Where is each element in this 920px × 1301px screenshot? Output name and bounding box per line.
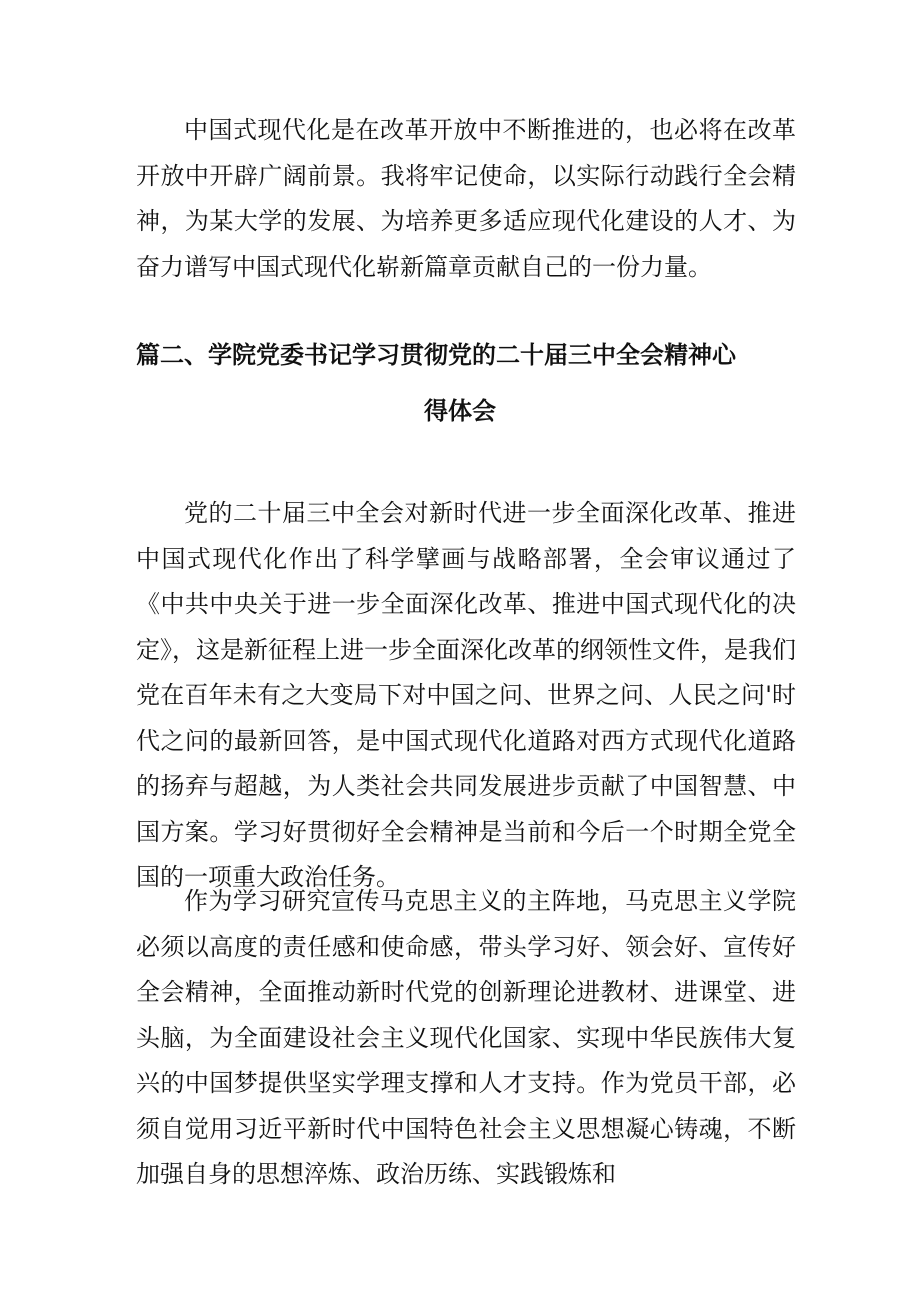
body-paragraph: 中国式现代化是在改革开放中不断推进的，也必将在改革开放中开辟广阔前景。我将牢记使命，以实际行动践行全会精神，为某大学的发展、为培养更多适应现代化建设的人才、为奋力谱写中国式现代化崭新篇章贡献自己的一份力量。 xyxy=(136,116,796,281)
body-paragraph: 作为学习研究宣传马克思主义的主阵地，马克思主义学院必须以高度的责任感和使命感，带头学习好、领会好、宣传好全会精神，全面推动新时代党的创新理论进教材、进课堂、进头脑，为全面建设社会主义现代化国家、实现中华民族伟大复兴的中国梦提供坚实学理支撑和人才支持。作为党员干部，必须自觉用习近平新时代中国特色社会主义思想凝心铸魂，不断加强自身的思想淬炼、政治历练、实践锻炼和 xyxy=(136,887,796,1188)
section-heading-line-1: 篇二、学院党委书记学习贯彻党的二十届三中全会精神心 xyxy=(136,341,736,369)
body-paragraph: 党的二十届三中全会对新时代进一步全面深化改革、推进中国式现代化作出了科学擘画与战略部署，全会审议通过了《中共中央关于进一步全面深化改革、推进中国式现代化的决定》，这是新征程上进一步全面深化改革的纲领性文件，是我们党在百年未有之大变局下对中国之问、世界之问、人民之问'时代之问的最新回答，是中国式现代化道路对西方式现代化道路的扬弃与超越，为人类社会共同发展进步贡献了中国智慧、中国方案。学习好贯彻好全会精神是当前和今后一个时期全党全国的一项重大政治任务。 xyxy=(136,499,796,891)
section-heading-line-2: 得体会 xyxy=(424,397,496,425)
